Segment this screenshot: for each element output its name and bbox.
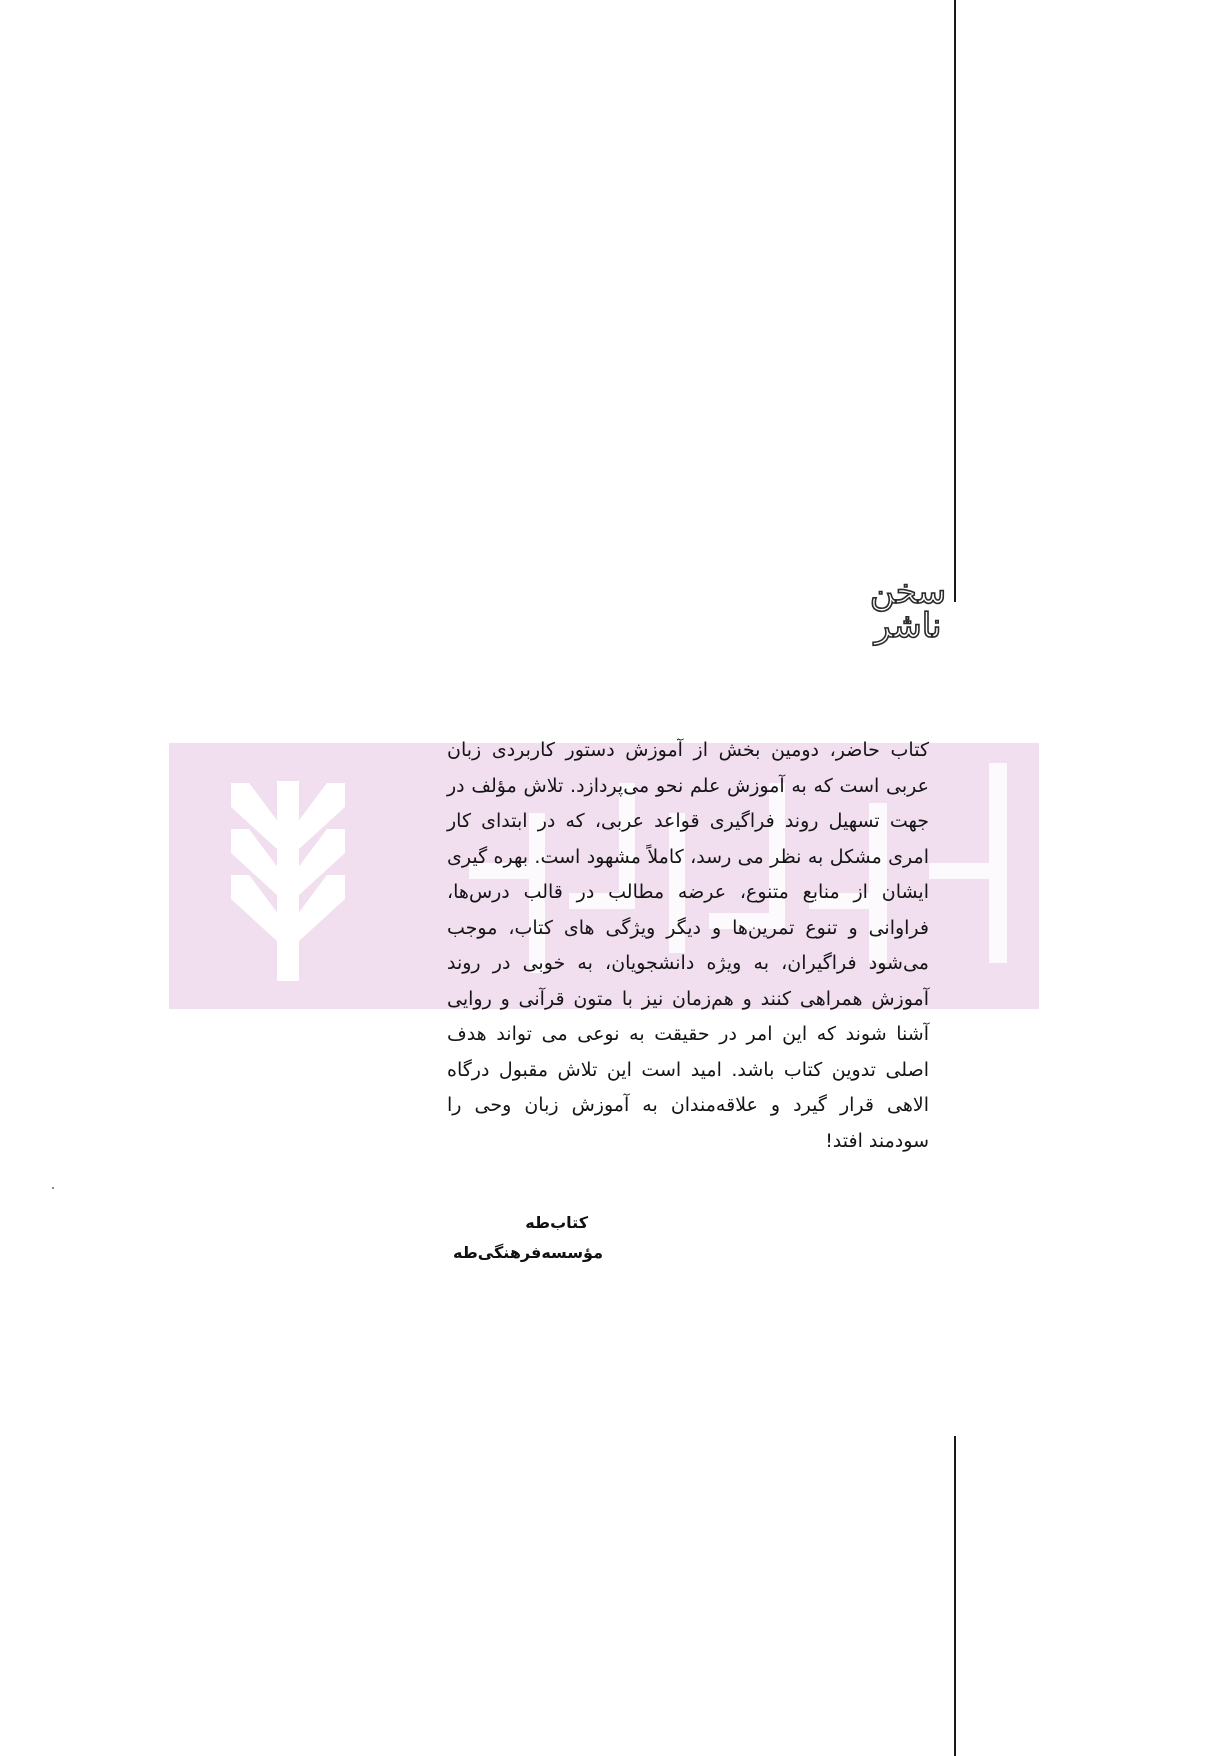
section-title: سخن ناشر	[869, 572, 947, 646]
margin-rule-top	[954, 0, 956, 602]
preface-paragraph: کتاب حاضر، دومین بخش از آموزش دستور کاربردی زبان عربی است که به آموزش علم نحو می‌پردازد. تلاش مؤلف در جهت تسهیل روند فراگیری قواعد عربی، که در ابتدای کار امری مشکل به نظر می رسد، کاملاً مشهود است. بهره گیری ایشان از منابع متنوع، عرضه مطالب در قالب درس‌ها، فراوانی و تنوع تمرین‌ها و دیگر ویژگی های کتاب، موجب می‌شود فراگیران، به ویژه دانشجویان، به خوبی در روند آموزش همراهی کنند و هم‌زمان نیز با متون قرآنی و روایی آشنا شوند که این امر در حقیقت به نوعی می تواند هدف اصلی تدوین کتاب باشد. امید است این تلاش مقبول درگاه الاهی قرار گیرد و علاقه‌مندان به آموزش زبان وحی را سودمند افتد!	[447, 739, 929, 1152]
signature-name: کتاب‌طه	[525, 1213, 588, 1232]
signature-org: مؤسسه‌فرهنگی‌طه	[453, 1243, 603, 1262]
scan-speck	[52, 1187, 54, 1189]
margin-rule-bottom	[954, 1436, 956, 1756]
signature-block	[440, 1208, 640, 1268]
preface-text	[447, 733, 929, 1159]
